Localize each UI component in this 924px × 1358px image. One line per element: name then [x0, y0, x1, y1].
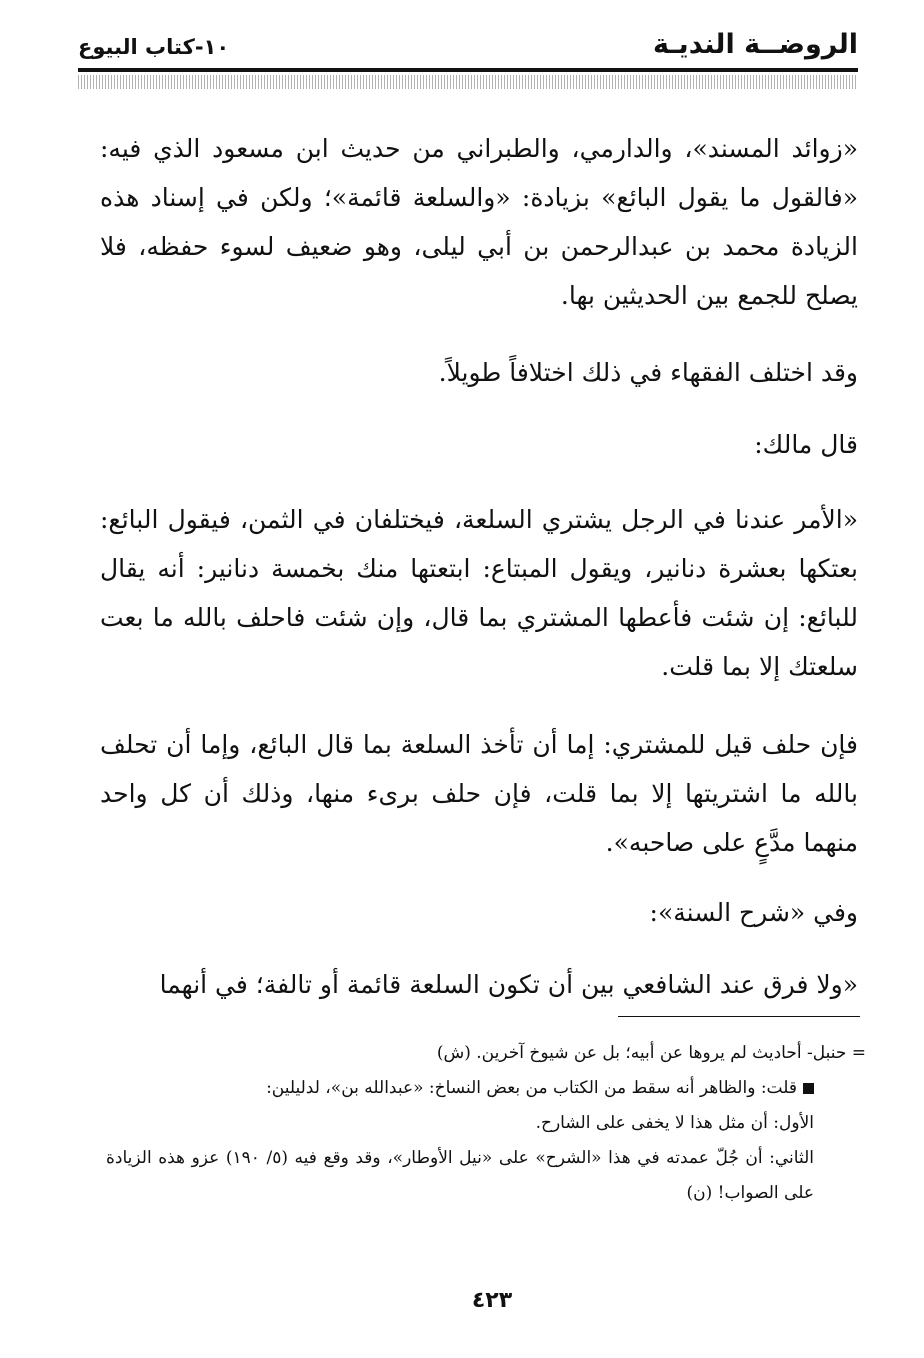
page-number: ٤٢٣	[471, 1288, 513, 1313]
paragraph-3	[100, 420, 858, 469]
paragraph-6	[100, 888, 858, 937]
square-bullet-icon	[803, 1083, 814, 1094]
paragraph-text: وقد اختلف الفقهاء في ذلك اختلافاً طويلاً.	[438, 358, 858, 387]
paragraph-text: فإن حلف قيل للمشتري: إما أن تأخذ السلعة بما قال البائع، وإما أن تحلف بالله ما اشتريتها إلا بما قلت، فإن حلف برىء منها، وذلك أن كل واحد منهما مدَّعٍ على صاحبه».	[100, 730, 858, 857]
paragraph-4	[100, 495, 858, 691]
paragraph-text: «الأمر عندنا في الرجل يشتري السلعة، فيختلفان في الثمن، فيقول البائع: بعتكها بعشرة دنانير، ويقول المبتاع: ابتعتها منك بخمسة دنانير: أنه يقال للبائع: إن شئت فأعطها المشتري بما قال، وإن شئت فاحلف بالله ما بعت سلعتك إلا بما قلت.	[100, 505, 858, 681]
paragraph-text: قال مالك:	[754, 430, 858, 459]
paragraph-text: «ولا فرق عند الشافعي بين أن تكون السلعة قائمة أو تالفة؛ في أنهما	[159, 970, 858, 999]
paragraph-2	[100, 348, 858, 397]
footnotes	[106, 1036, 866, 1211]
footnote-4: الثاني: أن جُلّ عمدته في هذا «الشرح» على «نيل الأوطار»، وقد وقع فيه (٥/ ١٩٠) عزو هذه الزيادة على الصواب! (ن)	[106, 1148, 814, 1203]
footnote-2	[106, 1071, 866, 1106]
header-rule	[78, 68, 858, 72]
paragraph-1	[100, 124, 858, 320]
footnote-2-text: قلت: والظاهر أنه سقط من الكتاب من بعض النساخ: «عبدالله بن»، لدليلين:	[266, 1078, 797, 1098]
running-header	[78, 28, 858, 64]
paragraph-7	[100, 960, 858, 1009]
footnote-separator	[618, 1016, 860, 1017]
paragraph-text: «زوائد المسند»، والدارمي، والطبراني من حديث ابن مسعود الذي فيه: «فالقول ما يقول البائع» بزيادة: «والسلعة قائمة»؛ ولكن في إسناد هذه الزيادة محمد بن عبدالرحمن بن أبي ليلى، وهو ضعيف لسوء حفظه، فلا يصلح للجمع بين الحديثين بها.	[100, 134, 858, 310]
paragraph-text: وفي «شرح السنة»:	[649, 898, 858, 927]
book-title: الروضــة النديـة	[652, 29, 858, 60]
paragraph-5	[100, 720, 858, 867]
footnote-1: = حنبل- أحاديث لم يروها عن أبيه؛ بل عن شيوخ آخرين. (ش)	[436, 1043, 866, 1063]
header-hatch-border	[78, 75, 858, 89]
chapter-title: ١٠-كتاب البيوع	[78, 35, 230, 59]
footnote-3: الأول: أن مثل هذا لا يخفى على الشارح.	[535, 1113, 814, 1133]
